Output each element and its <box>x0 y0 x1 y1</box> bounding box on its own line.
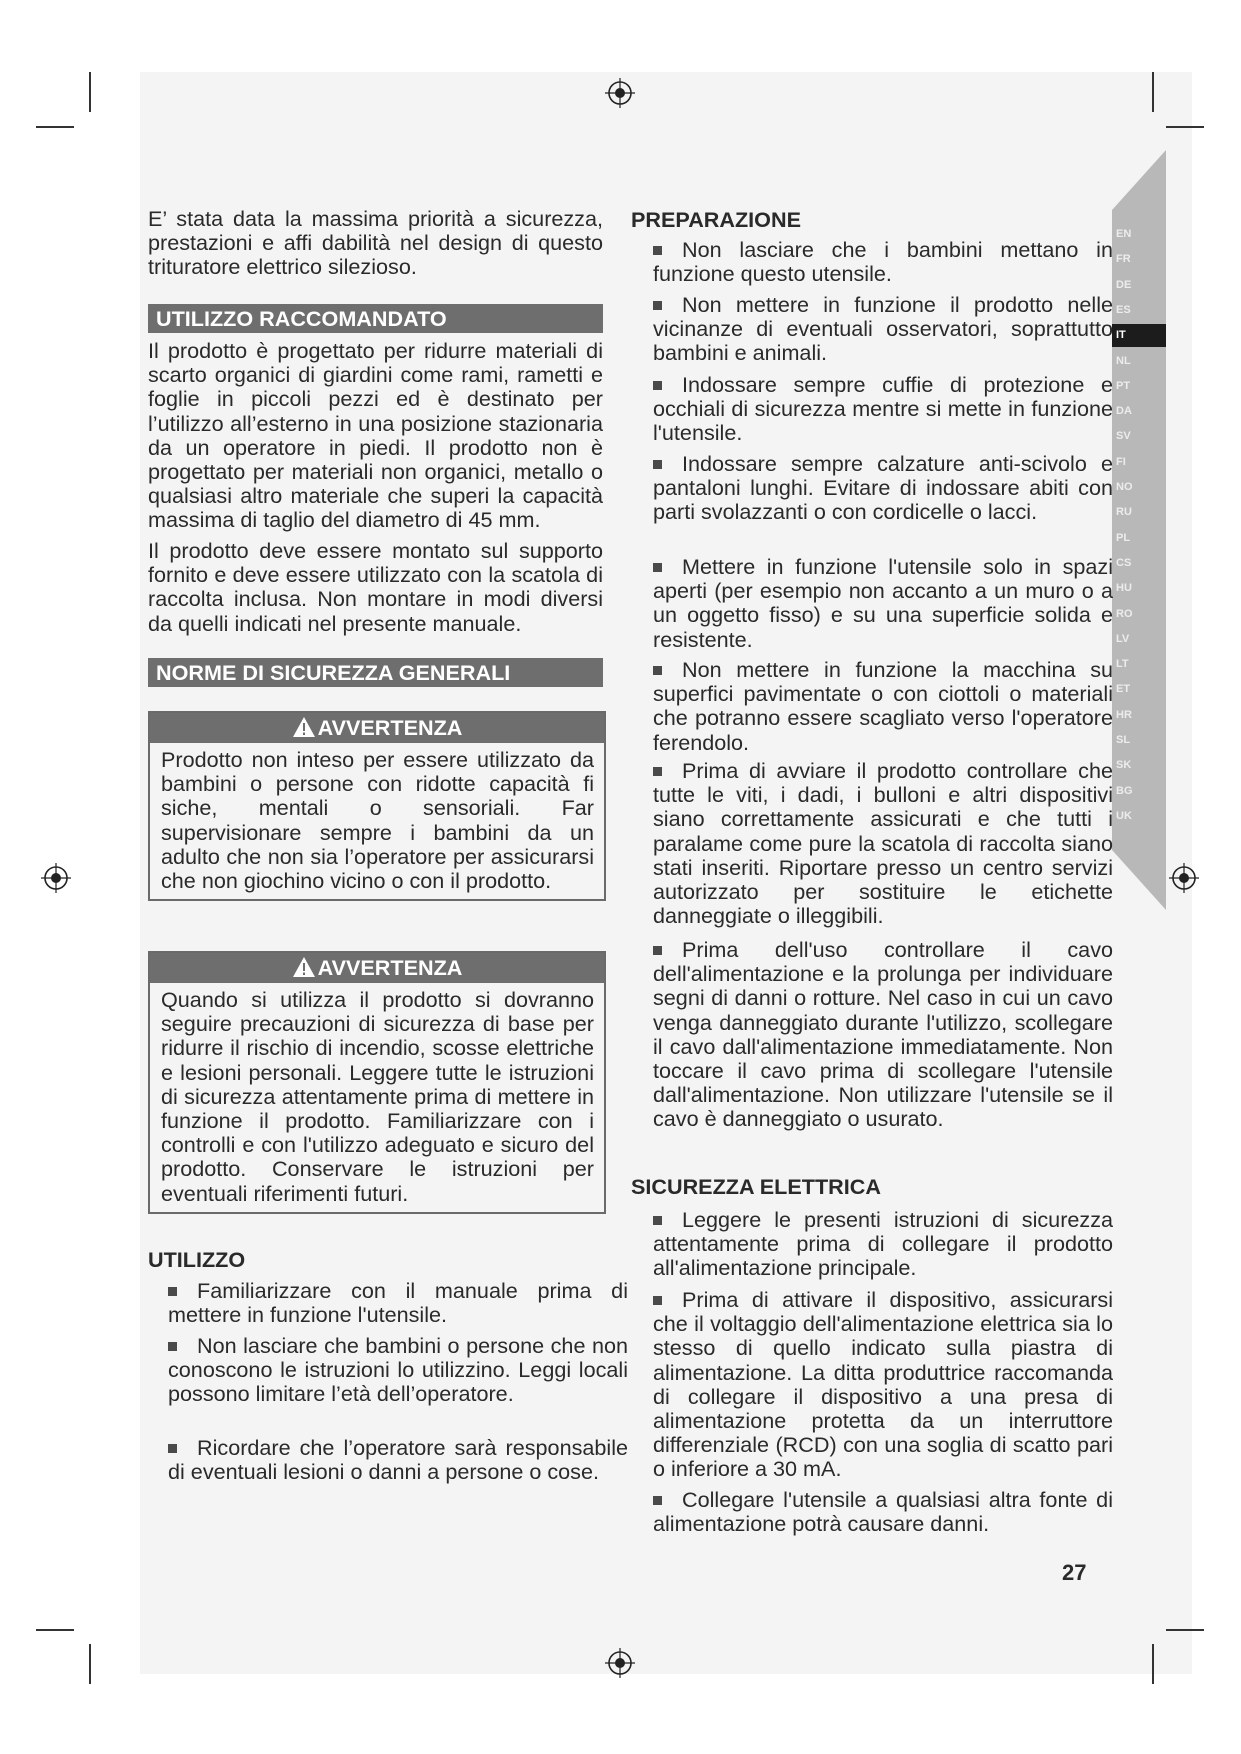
warning-title: AVVERTENZA <box>317 955 463 980</box>
list-item <box>653 1288 1113 1482</box>
list-item-text: Familiarizzare con il manuale prima di mettere in funzione l'utensile. <box>168 1278 628 1328</box>
section-heading-preparation: PREPARAZIONE <box>631 207 801 232</box>
list-item <box>653 238 1113 286</box>
list-item-text: Ricordare che l’operatore sarà responsabile di eventuali lesioni o danni a persone o cose. <box>168 1435 628 1485</box>
language-tab-ru: RU <box>1112 501 1166 524</box>
crop-mark <box>36 1629 74 1631</box>
section-heading-recommended-use: UTILIZZO RACCOMANDATO <box>148 304 603 333</box>
warning-header <box>150 713 604 743</box>
crop-mark <box>89 72 91 112</box>
language-tab-lv: LV <box>1112 628 1166 651</box>
warning-text: Prodotto non inteso per essere utilizzato da bambini o persone con ridotte capacità fi siche, mentali o sensoriali. Far supervisionare sempre i bambini da un adulto che non sia l’operatore per assicurarsi che non giochino vicino o con il prodotto. <box>161 747 594 894</box>
list-item <box>653 759 1113 928</box>
list-item <box>653 658 1113 755</box>
list-item <box>653 1208 1113 1281</box>
registration-mark-icon <box>605 1648 635 1678</box>
section-heading-general-safety: NORME DI SICUREZZA GENERALI <box>148 658 603 687</box>
language-tab-es: ES <box>1112 299 1166 322</box>
list-item <box>653 1488 1113 1536</box>
registration-mark-icon <box>1169 863 1199 893</box>
warning-triangle-icon <box>292 956 316 978</box>
language-tab-fi: FI <box>1112 451 1166 474</box>
language-tab-lt: LT <box>1112 653 1166 676</box>
language-tab-bg: BG <box>1112 780 1166 803</box>
registration-mark-icon <box>41 863 71 893</box>
list-item <box>653 373 1113 446</box>
warning-triangle-icon <box>292 716 316 738</box>
list-item-text: Prima dell'uso controllare il cavo dell'alimentazione e la prolunga per individuare segni di danni o rotture. Nel caso in cui un cavo venga danneggiato durante l'utilizzo, scollegare il cavo dall'alimentazione immediatamente. Non toccare il cavo prima di scollegare l'utensile dall'alimentazione. Non utilizzare l'utensile se il cavo è danneggiato o usurato. <box>653 937 1113 1132</box>
language-tab-et: ET <box>1112 678 1166 701</box>
language-tab-sv: SV <box>1112 425 1166 448</box>
list-item <box>168 1334 628 1407</box>
list-item <box>653 293 1113 366</box>
list-item-text: Non lasciare che i bambini mettano in funzione questo utensile. <box>653 237 1113 287</box>
section-heading-use: UTILIZZO <box>148 1247 246 1272</box>
language-tab-cs: CS <box>1112 552 1166 575</box>
language-tab-de: DE <box>1112 274 1166 297</box>
list-item <box>653 555 1113 652</box>
warning-text: Quando si utilizza il prodotto si dovranno seguire precauzioni di sicurezza di base per ridurre il rischio di incendio, scosse elettriche e lesioni personali. Leggere tutte le istruzioni di sicurezza attentamente prima di mettere in funzione il prodotto. Familiarizzare con i controlli e con l'utilizzo adeguato e sicuro del prodotto. Conservare le istruzioni per eventuali riferimenti futuri. <box>161 987 594 1206</box>
registration-mark-icon <box>605 78 635 108</box>
list-item-text: Indossare sempre calzature anti-scivolo e pantaloni lunghi. Evitare di indossare abiti con parti svolazzanti o con cordicelle o lacci. <box>653 451 1113 525</box>
language-tab-no: NO <box>1112 476 1166 499</box>
language-tab-nl: NL <box>1112 350 1166 373</box>
list-item-text: Collegare l'utensile a qualsiasi altra fonte di alimentazione potrà causare danni. <box>653 1487 1113 1537</box>
list-item <box>653 938 1113 1132</box>
language-tab-uk: UK <box>1112 805 1166 828</box>
intro-paragraph: E’ stata data la massima priorità a sicurezza, prestazioni e affi dabilità nel design di questo trituratore elettrico silezioso. <box>148 206 603 280</box>
crop-mark <box>1152 1644 1154 1684</box>
list-item-text: Prima di avviare il prodotto controllare che tutte le viti, i dadi, i bulloni e altri dispositivi siano correttamente assicurati e che tutti i paralame come pure la scatola di raccolta siano stati inseriti. Riportare presso un centro servizi autorizzato per sostituire le etichette danneggiate o illeggibili. <box>653 758 1113 929</box>
list-item-text: Non mettere in funzione il prodotto nelle vicinanze di eventuali osservatori, soprattutto bambini e animali. <box>653 292 1113 366</box>
crop-mark <box>1166 1629 1204 1631</box>
language-tab-fr: FR <box>1112 248 1166 271</box>
crop-mark <box>89 1644 91 1684</box>
language-tab-pt: PT <box>1112 375 1166 398</box>
language-tab-sk: SK <box>1112 754 1166 777</box>
list-item <box>168 1279 628 1327</box>
warning-box-2 <box>148 951 606 1214</box>
language-tab-sl: SL <box>1112 729 1166 752</box>
language-tab-ro: RO <box>1112 603 1166 626</box>
recommended-use-paragraph-1: Il prodotto è progettato per ridurre materiali di scarto organici di giardini come rami, rametti e foglie in piccoli pezzi ed è destinato per l’utilizzo all’esterno in una posizione stazionaria da un operatore in piedi. Il prodotto non è progettato per materiali non organici, metallo o qualsiasi altro materiale che superi la capacità massima di taglio del diametro di 45 mm. <box>148 338 603 533</box>
crop-mark <box>1166 126 1204 128</box>
recommended-use-paragraph-2: Il prodotto deve essere montato sul supporto fornito e deve essere utilizzato con la scatola di raccolta inclusa. Non montare in modi diversi da quelli indicati nel presente manuale. <box>148 538 603 636</box>
list-item-text: Prima di attivare il dispositivo, assicurarsi che il voltaggio dell'alimentazione elettrica sia lo stesso di quello indicato sulla piastra di alimentazione. La ditta produttrice raccomanda di collegare il dispositivo a una presa di alimentazione protetta da un interruttore differenziale (RCD) con una soglia di scatto pari o inferiore a 30 mA. <box>653 1287 1113 1482</box>
list-item-text: Leggere le presenti istruzioni di sicurezza attentamente prima di collegare il prodotto all'alimentazione principale. <box>653 1207 1113 1281</box>
language-tab-en: EN <box>1112 223 1166 246</box>
language-tab-pl: PL <box>1112 527 1166 550</box>
language-tab-it: IT <box>1112 324 1166 347</box>
list-item-text: Non lasciare che bambini o persone che non conoscono le istruzioni lo utilizzino. Leggi locali possono limitare l’età dell’operatore. <box>168 1333 628 1407</box>
list-item <box>653 452 1113 525</box>
warning-header <box>150 953 604 983</box>
page-number: 27 <box>1062 1560 1087 1585</box>
warning-box-1 <box>148 711 606 901</box>
language-tab-hr: HR <box>1112 704 1166 727</box>
list-item-text: Indossare sempre cuffie di protezione e occhiali di sicurezza mentre si mette in funzione l'utensile. <box>653 372 1113 446</box>
list-item-text: Mettere in funzione l'utensile solo in spazi aperti (per esempio non accanto a un muro o a un oggetto fisso) e su una superficie solida e resistente. <box>653 554 1113 652</box>
section-heading-electrical-safety: SICUREZZA ELETTRICA <box>631 1174 881 1199</box>
language-tab-da: DA <box>1112 400 1166 423</box>
crop-mark <box>36 126 74 128</box>
list-item <box>168 1436 628 1484</box>
crop-mark <box>1152 72 1154 112</box>
language-tab-hu: HU <box>1112 577 1166 600</box>
list-item-text: Non mettere in funzione la macchina su superfici pavimentate o con ciottoli o materiali che potranno essere scagliato verso l'operatore ferendolo. <box>653 657 1113 755</box>
warning-title: AVVERTENZA <box>317 715 463 740</box>
